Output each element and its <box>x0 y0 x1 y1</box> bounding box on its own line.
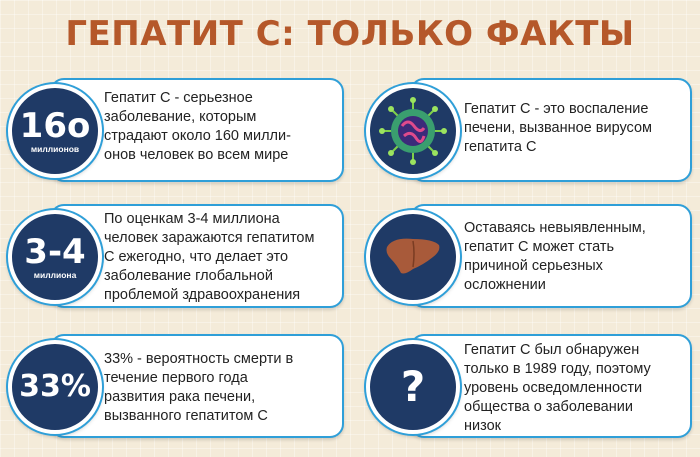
badge-unit: миллиона <box>33 270 77 280</box>
fact-text: Оставаясь невыявленным, гепатит С может стать причиной серьезных осложнении <box>464 220 646 293</box>
fact-text: Гепатит С - это воспаление печени, вызванное вирусом гепатита С <box>464 101 653 155</box>
badge-3-4-million <box>8 210 102 304</box>
badge-33-percent <box>8 340 102 434</box>
badge-unit: миллионов <box>30 144 80 154</box>
fact-text: Гепатит С - серьезное заболевание, которым страдают около 160 милли- онов человек во всем мире <box>104 90 291 163</box>
virus-icon <box>378 96 448 166</box>
badge-virus <box>366 84 460 178</box>
liver-icon <box>383 235 443 279</box>
fact-text: Гепатит С был обнаружен только в 1989 году, поэтому уровень осведомленности общества о заболевании низок <box>464 342 651 434</box>
badge-question <box>366 340 460 434</box>
badge-value: 3-4 <box>24 232 86 272</box>
badge-160-million <box>8 84 102 178</box>
page-title: ГЕПАТИТ С: ТОЛЬКО ФАКТЫ <box>65 14 635 54</box>
question-mark-icon: ? <box>400 362 426 411</box>
badge-value: 33% <box>19 369 91 404</box>
badge-value: 16o <box>19 106 91 146</box>
fact-text: По оценкам 3-4 миллиона человек заражаются гепатитом С ежегодно, что делает это заболевание глобальной проблемой здравоохранения <box>104 211 315 303</box>
badge-liver <box>366 210 460 304</box>
fact-text: 33% - вероятность смерти в течение первого года развития рака печени, вызванного гепатитом С <box>104 351 294 424</box>
